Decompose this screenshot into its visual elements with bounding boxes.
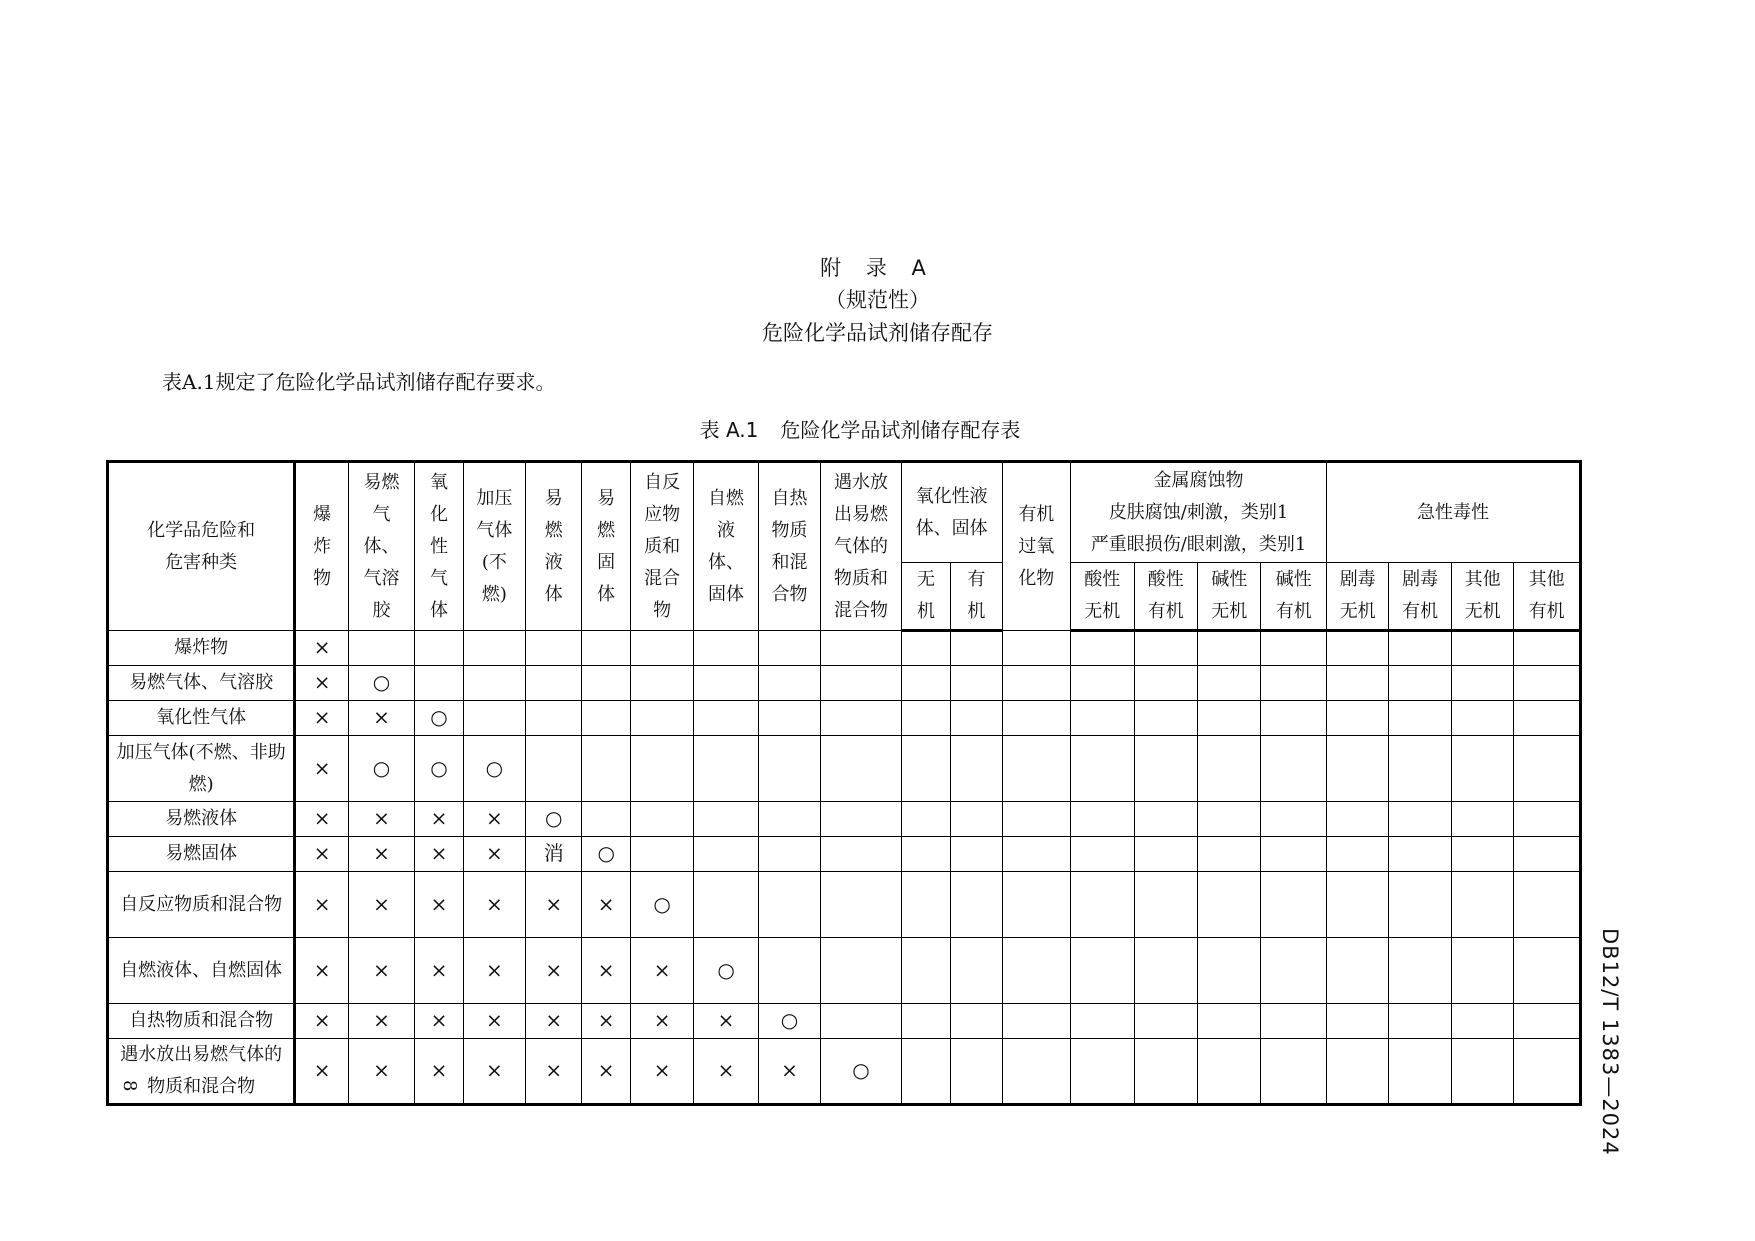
table-cell: [582, 736, 630, 802]
table-cell: [694, 631, 758, 666]
table-cell: [1002, 938, 1071, 1004]
table-cell: [821, 701, 902, 736]
table-row: [108, 631, 1581, 666]
table-cell: ×: [295, 666, 348, 701]
table-cell: ×: [582, 1039, 630, 1105]
sub-header: 酸性无机: [1071, 563, 1134, 631]
table-cell: ×: [463, 938, 525, 1004]
sub-header: 酸性有机: [1134, 563, 1197, 631]
table-cell: ○: [694, 938, 758, 1004]
table-cell: ○: [463, 736, 525, 802]
table-cell: [582, 701, 630, 736]
table-cell: [1198, 802, 1261, 837]
table-cell: ×: [348, 837, 414, 872]
table-cell: [1389, 1004, 1451, 1039]
sub-header: 碱性有机: [1261, 563, 1327, 631]
table-cell: [1514, 802, 1581, 837]
table-cell: [1071, 701, 1134, 736]
table-cell: [1261, 802, 1327, 837]
table-cell: [694, 666, 758, 701]
table-row: [108, 872, 1581, 938]
table-cell: [1451, 872, 1513, 938]
table-cell: [758, 736, 820, 802]
table-cell: [1326, 872, 1388, 938]
table-cell: ×: [415, 1004, 463, 1039]
oxidizer-group-header: 氧化性液体、固体: [901, 462, 1002, 563]
table-cell: ×: [526, 1004, 582, 1039]
table-cell: [1261, 701, 1327, 736]
table-cell: [1326, 1039, 1388, 1105]
table-cell: ×: [694, 1039, 758, 1105]
table-cell: [1198, 666, 1261, 701]
table-cell: [951, 1004, 1002, 1039]
table-cell: [348, 631, 414, 666]
table-cell: ×: [295, 1004, 348, 1039]
table-cell: [901, 872, 950, 938]
table-cell: [1451, 701, 1513, 736]
table-cell: [951, 631, 1002, 666]
table-cell: [463, 631, 525, 666]
table-cell: [1071, 1039, 1134, 1105]
table-cell: ×: [415, 837, 463, 872]
table-cell: [1198, 701, 1261, 736]
table-cell: ○: [630, 872, 693, 938]
table-cell: [1261, 1039, 1327, 1105]
table-cell: [1261, 837, 1327, 872]
table-cell: ×: [582, 872, 630, 938]
table-cell: [1071, 872, 1134, 938]
intro-text: 表A.1规定了危险化学品试剂储存配存要求。: [162, 370, 556, 394]
table-cell: ×: [582, 1004, 630, 1039]
document-id: DB12/T 1383—2024: [1598, 928, 1622, 1156]
table-cell: [758, 938, 820, 1004]
col-header: 自反应物质和混合物: [630, 462, 693, 631]
table-cell: [1514, 872, 1581, 938]
table-row: [108, 938, 1581, 1004]
table-cell: [821, 938, 902, 1004]
table-cell: ×: [758, 1039, 820, 1105]
table-cell: ×: [295, 802, 348, 837]
table-cell: [821, 1004, 902, 1039]
table-cell: [758, 837, 820, 872]
table-cell: [582, 666, 630, 701]
table-cell: [1071, 736, 1134, 802]
sub-header: 碱性无机: [1198, 563, 1261, 631]
table-cell: 消: [526, 837, 582, 872]
table-cell: ×: [295, 837, 348, 872]
table-cell: [1261, 1004, 1327, 1039]
col-header: 自燃液体、固体: [694, 462, 758, 631]
table-cell: [415, 631, 463, 666]
table-cell: [901, 701, 950, 736]
table-cell: [758, 701, 820, 736]
table-cell: [1198, 736, 1261, 802]
table-cell: [1071, 666, 1134, 701]
table-cell: [1326, 666, 1388, 701]
table-cell: [901, 1039, 950, 1105]
table-cell: ○: [582, 837, 630, 872]
sub-header: 其他有机: [1514, 563, 1581, 631]
table-cell: ○: [526, 802, 582, 837]
table-cell: [901, 938, 950, 1004]
col-header: 易燃固体: [582, 462, 630, 631]
table-caption-number: 表 A.1: [699, 418, 759, 442]
table-cell: [694, 701, 758, 736]
table-cell: [630, 837, 693, 872]
table-cell: [901, 802, 950, 837]
table-cell: [821, 736, 902, 802]
table-caption: [0, 414, 1720, 443]
row-label: 自反应物质和混合物: [108, 872, 295, 938]
table-row: [108, 736, 1581, 802]
table-cell: [1326, 701, 1388, 736]
table-cell: ×: [463, 1039, 525, 1105]
table-cell: ×: [526, 872, 582, 938]
table-cell: [1326, 938, 1388, 1004]
table-cell: [463, 666, 525, 701]
table-cell: [1451, 837, 1513, 872]
table-cell: [1451, 631, 1513, 666]
table-cell: ×: [415, 1039, 463, 1105]
table-cell: ○: [758, 1004, 820, 1039]
table-cell: ×: [526, 1039, 582, 1105]
table-cell: [1002, 1004, 1071, 1039]
table-cell: ×: [415, 872, 463, 938]
table-cell: [1261, 736, 1327, 802]
table-cell: ×: [295, 736, 348, 802]
table-cell: [526, 736, 582, 802]
table-cell: ○: [821, 1039, 902, 1105]
table-cell: [1071, 1004, 1134, 1039]
appendix-type: （规范性）: [825, 288, 930, 312]
page-number: 8: [119, 1080, 140, 1092]
table-cell: [1134, 1004, 1197, 1039]
table-cell: [1002, 666, 1071, 701]
table-cell: [1326, 736, 1388, 802]
table-cell: [1389, 938, 1451, 1004]
table-cell: [526, 666, 582, 701]
table-cell: [1451, 802, 1513, 837]
table-cell: [901, 631, 950, 666]
table-cell: ×: [348, 802, 414, 837]
table-caption-title: 危险化学品试剂储存配存表: [780, 418, 1021, 442]
table-cell: [1451, 938, 1513, 1004]
row-label: 易燃固体: [108, 837, 295, 872]
table-cell: [901, 1004, 950, 1039]
table-cell: ×: [463, 802, 525, 837]
table-cell: [526, 631, 582, 666]
table-cell: [1326, 631, 1388, 666]
table-cell: [1071, 631, 1134, 666]
table-cell: [758, 631, 820, 666]
toxic-group-header: 急性毒性: [1326, 462, 1580, 563]
table-cell: ○: [348, 736, 414, 802]
table-cell: ×: [348, 938, 414, 1004]
table-cell: ×: [582, 938, 630, 1004]
table-cell: [951, 666, 1002, 701]
table-cell: [1514, 1004, 1581, 1039]
table-cell: [1071, 938, 1134, 1004]
table-cell: [951, 1039, 1002, 1105]
table-cell: [1451, 1004, 1513, 1039]
table-cell: [1002, 802, 1071, 837]
table-row: [108, 802, 1581, 837]
table-cell: [821, 872, 902, 938]
table-cell: [463, 701, 525, 736]
col-header: 加压气体(不燃): [463, 462, 525, 631]
table-cell: [694, 837, 758, 872]
row-label: 遇水放出易燃气体的物质和混合物: [108, 1039, 295, 1105]
table-cell: ×: [295, 938, 348, 1004]
table-cell: ×: [415, 938, 463, 1004]
col-header: 爆炸物: [295, 462, 348, 631]
table-cell: [1002, 1039, 1071, 1105]
table-row: [108, 1039, 1581, 1105]
table-cell: [901, 666, 950, 701]
table-cell: [1198, 872, 1261, 938]
table-cell: ×: [348, 872, 414, 938]
table-cell: [630, 631, 693, 666]
table-cell: [1134, 666, 1197, 701]
table-body: [108, 631, 1581, 1105]
table-cell: [1134, 701, 1197, 736]
table-cell: [758, 802, 820, 837]
table-cell: [1326, 1004, 1388, 1039]
sub-header: 其他无机: [1451, 563, 1513, 631]
table-cell: ×: [348, 1039, 414, 1105]
table-cell: [951, 837, 1002, 872]
table-cell: ×: [630, 938, 693, 1004]
table-cell: [1389, 736, 1451, 802]
table-cell: [1198, 1004, 1261, 1039]
table-cell: ×: [630, 1039, 693, 1105]
table-row: [108, 701, 1581, 736]
col-header: 遇水放出易燃气体的物质和混合物: [821, 462, 902, 631]
table-cell: [1261, 872, 1327, 938]
table-row: [108, 1004, 1581, 1039]
row-label: 加压气体(不燃、非助燃): [108, 736, 295, 802]
table-cell: [1451, 1039, 1513, 1105]
appendix-title: 危险化学品试剂储存配存: [762, 321, 993, 345]
sub-header: 有机: [951, 563, 1002, 631]
table-cell: [951, 938, 1002, 1004]
row-label: 氧化性气体: [108, 701, 295, 736]
table-cell: [415, 666, 463, 701]
sub-header: 剧毒有机: [1389, 563, 1451, 631]
table-cell: [1389, 837, 1451, 872]
corner-header: 化学品危险和危害种类: [108, 462, 295, 631]
table-cell: [901, 736, 950, 802]
table-cell: [951, 872, 1002, 938]
table-row: [108, 837, 1581, 872]
table-cell: [1002, 736, 1071, 802]
table-cell: ×: [295, 1039, 348, 1105]
row-label: 自燃液体、自燃固体: [108, 938, 295, 1004]
table-cell: [951, 736, 1002, 802]
table-cell: [1198, 938, 1261, 1004]
table-cell: [1389, 802, 1451, 837]
table-cell: [821, 631, 902, 666]
table-cell: [1514, 837, 1581, 872]
table-cell: ×: [463, 1004, 525, 1039]
table-cell: ×: [415, 802, 463, 837]
table-cell: [1002, 837, 1071, 872]
table-cell: [1198, 1039, 1261, 1105]
table-row: [108, 666, 1581, 701]
corrosive-group-header: 金属腐蚀物 皮肤腐蚀/刺激，类别1 严重眼损伤/眼刺激，类别1: [1071, 462, 1327, 563]
table-cell: [1514, 736, 1581, 802]
appendix-label: 附 录 A: [820, 256, 935, 280]
table-cell: [1261, 631, 1327, 666]
table-cell: [821, 802, 902, 837]
table-cell: [1451, 736, 1513, 802]
table-cell: [1134, 1039, 1197, 1105]
table-cell: [694, 736, 758, 802]
table-cell: [1002, 872, 1071, 938]
table-cell: [630, 736, 693, 802]
table-cell: [630, 701, 693, 736]
table-cell: [582, 631, 630, 666]
table-cell: [1514, 701, 1581, 736]
table-cell: [526, 701, 582, 736]
table-cell: [1514, 1039, 1581, 1105]
table-cell: [1071, 802, 1134, 837]
col-header: 易燃气体、气溶胶: [348, 462, 414, 631]
row-label: 易燃气体、气溶胶: [108, 666, 295, 701]
table-cell: [1326, 837, 1388, 872]
table-cell: [1198, 837, 1261, 872]
table-cell: [694, 872, 758, 938]
table-cell: ×: [295, 872, 348, 938]
col-header: 氧化性气体: [415, 462, 463, 631]
sub-header: 剧毒无机: [1326, 563, 1388, 631]
table-cell: [1326, 802, 1388, 837]
table-cell: [1134, 837, 1197, 872]
sub-header: 无机: [901, 563, 950, 631]
table-cell: ×: [694, 1004, 758, 1039]
table-cell: [1071, 837, 1134, 872]
table-cell: [1389, 666, 1451, 701]
table-cell: [1389, 701, 1451, 736]
table-cell: [1002, 701, 1071, 736]
table-cell: [821, 837, 902, 872]
table-cell: [1514, 631, 1581, 666]
table-cell: [694, 802, 758, 837]
table-cell: [1134, 938, 1197, 1004]
table-cell: [630, 666, 693, 701]
table-cell: [951, 701, 1002, 736]
table-cell: [901, 837, 950, 872]
table-cell: [1134, 631, 1197, 666]
table-cell: ×: [526, 938, 582, 1004]
table-cell: [758, 872, 820, 938]
table-cell: ×: [295, 701, 348, 736]
table-cell: ○: [348, 666, 414, 701]
table-cell: ×: [630, 1004, 693, 1039]
table-cell: [582, 802, 630, 837]
table-cell: [1134, 872, 1197, 938]
table-cell: [1134, 802, 1197, 837]
table-cell: [1134, 736, 1197, 802]
storage-compatibility-table: [106, 460, 1582, 1106]
table-cell: [758, 666, 820, 701]
table-cell: ×: [295, 631, 348, 666]
table-cell: [630, 802, 693, 837]
table-cell: [1261, 938, 1327, 1004]
table-cell: ×: [463, 837, 525, 872]
row-label: 自热物质和混合物: [108, 1004, 295, 1039]
table-cell: ×: [348, 1004, 414, 1039]
table-cell: [1261, 666, 1327, 701]
table-cell: [1389, 872, 1451, 938]
row-label: 易燃液体: [108, 802, 295, 837]
table-cell: [1389, 1039, 1451, 1105]
table-cell: ○: [415, 736, 463, 802]
table-cell: ×: [463, 872, 525, 938]
row-label: 爆炸物: [108, 631, 295, 666]
table-cell: [1002, 631, 1071, 666]
table-cell: [1389, 631, 1451, 666]
table-cell: [951, 802, 1002, 837]
table-cell: [1198, 631, 1261, 666]
table-cell: ○: [415, 701, 463, 736]
table-cell: [1514, 666, 1581, 701]
table-cell: [1514, 938, 1581, 1004]
table-cell: ×: [348, 701, 414, 736]
col-header: 自热物质和混合物: [758, 462, 820, 631]
col-header: 易燃液体: [526, 462, 582, 631]
table-cell: [1451, 666, 1513, 701]
table-cell: [821, 666, 902, 701]
organic-peroxide-header: 有机过氧化物: [1002, 462, 1071, 631]
